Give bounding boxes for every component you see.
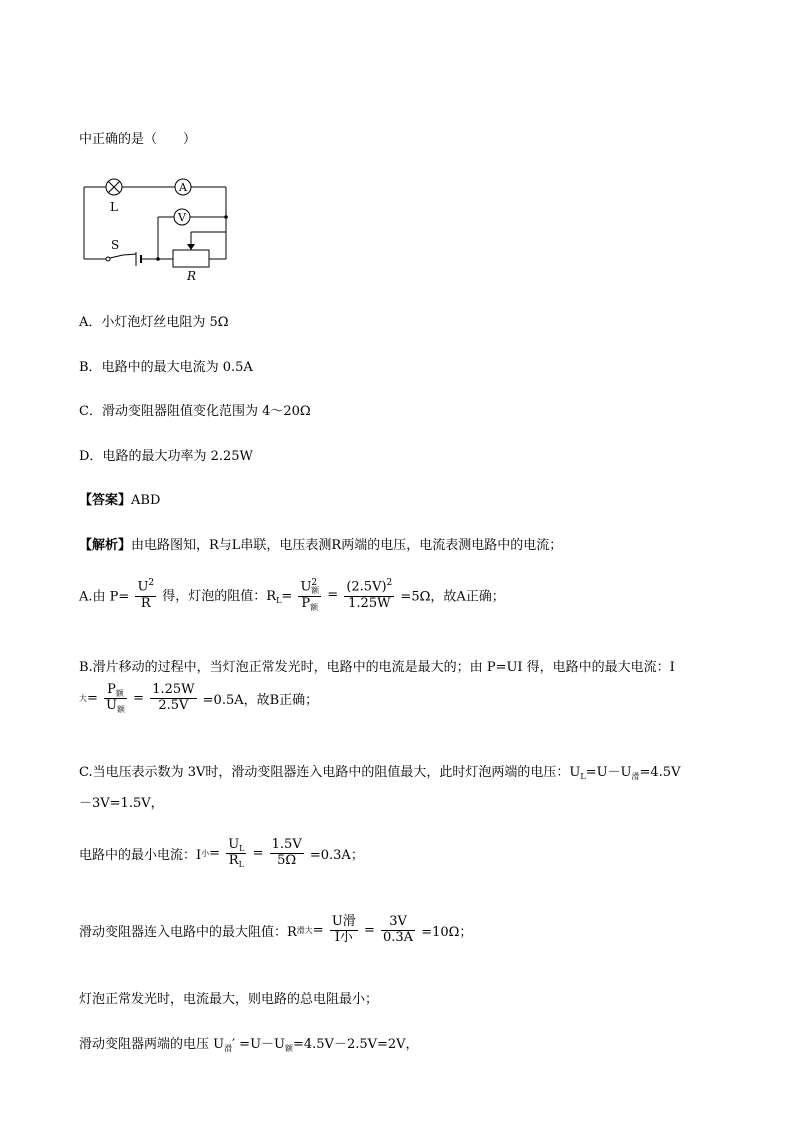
voltmeter-icon (174, 209, 190, 225)
subscript: L (239, 844, 245, 853)
frac-den: R (228, 853, 239, 869)
option-letter: A． (79, 315, 102, 330)
subscript: L (580, 772, 586, 781)
option-text: 滑动变阻器阻值变化范围为 4～20Ω (101, 404, 311, 419)
formula-text: 滑动变阻器两端的电压 U (79, 1037, 225, 1052)
formula-text: =U－U (585, 765, 632, 780)
fraction (298, 578, 321, 612)
question-stem: 中正确的是（ ） (79, 132, 197, 147)
equals: = (133, 691, 145, 707)
frac-num: U (137, 579, 149, 595)
analysis-c-rheostat-voltage (79, 1033, 419, 1054)
formula-text: =4.5V－2.5V=2V， (292, 1037, 419, 1052)
fraction (226, 838, 246, 869)
formula-text: ′ =U－U (232, 1037, 285, 1052)
frac-den: R (140, 595, 151, 611)
fraction (104, 683, 127, 714)
subscript: 滑 (631, 772, 640, 781)
fraction (330, 915, 358, 946)
frac-den: 5Ω (277, 853, 297, 869)
subscript: 额 (117, 705, 126, 715)
formula-text: 电路中的最小电流：I (79, 848, 202, 864)
formula-text: C.当电压表示数为 3V时，滑动变阻器连入电路中的阻值最大，此时灯泡两端的电压：U (79, 765, 581, 780)
option-letter: D． (79, 449, 103, 464)
subscript: 额 (310, 602, 319, 612)
equals: = (87, 691, 98, 707)
frac-den: 0.3A (383, 929, 414, 945)
option-d (79, 445, 253, 464)
answer-value: ABD (131, 493, 161, 508)
subscript: 额 (311, 586, 320, 596)
analysis-c-min-resistance: 灯泡正常发光时，电流最大，则电路的总电阻最小； (79, 992, 379, 1007)
fraction (381, 915, 415, 946)
formula-text: 滑动变阻器连入电路中的最大阻值：R (79, 924, 297, 940)
subscript: 大 (79, 694, 87, 704)
circuit-diagram (78, 170, 243, 285)
frac-num: (2.5V) (346, 579, 387, 595)
frac-num: U (228, 837, 240, 852)
option-text: 小灯泡灯丝电阻为 5Ω (101, 315, 229, 330)
analysis-c-line2: －3V=1.5V， (79, 796, 164, 811)
equals: = (363, 922, 375, 938)
subscript: 额 (115, 689, 124, 698)
option-text: 电路中的最大电流为 0.5A (101, 360, 253, 375)
subscript: 小 (201, 849, 210, 859)
frac-num: U (300, 579, 312, 595)
analysis-tag: 【解析】 (79, 538, 132, 553)
switch-label: S (111, 238, 120, 252)
ammeter-icon (175, 179, 191, 195)
analysis-intro (79, 534, 562, 553)
formula-text: 得，灯泡的阻值：R (162, 588, 277, 604)
subscript: 额 (284, 1044, 293, 1053)
analysis-a (79, 578, 505, 612)
subscript: 滑 (224, 1044, 233, 1053)
equals: = (252, 846, 264, 862)
frac-den: U (106, 698, 118, 714)
frac-num: 1.25W (152, 682, 195, 698)
formula-text: =10Ω； (421, 924, 473, 940)
formula-text: =5Ω，故A正确； (400, 589, 505, 605)
frac-den: 1.25W (348, 595, 391, 611)
analysis-c-line1 (79, 761, 680, 782)
equals: = (209, 846, 221, 862)
analysis-c-min-current (79, 838, 364, 869)
formula-text: A.由 P= (79, 589, 130, 605)
fraction (344, 578, 394, 611)
formula-text: =4.5V (639, 765, 681, 780)
exponent: 2 (386, 578, 393, 589)
analysis-b-line1: B.滑片移动的过程中，当灯泡正常发光时，电路中的电流是最大的；由 P=UI 得，电路中的最大电流：I (79, 660, 675, 675)
exponent: 2 (148, 578, 155, 589)
fraction (135, 578, 156, 611)
option-c (79, 400, 311, 419)
rheostat-label: R (187, 269, 197, 283)
frac-den: 2.5V (158, 698, 189, 714)
option-b (79, 356, 253, 375)
answer-tag: 【答案】 (79, 493, 132, 508)
lamp-icon (106, 179, 122, 195)
frac-den: P (301, 595, 311, 611)
lamp-label: L (110, 200, 118, 214)
switch-icon (106, 255, 123, 261)
option-letter: B． (79, 360, 102, 375)
answer-line (79, 489, 160, 508)
exponent: 2 (311, 578, 318, 588)
battery-icon (136, 252, 141, 266)
option-a (79, 311, 229, 330)
subscript: L (276, 595, 282, 605)
frac-num: 3V (381, 915, 415, 931)
formula-text: =0.3A； (309, 848, 364, 864)
subscript: 滑大 (296, 925, 313, 935)
fraction (150, 683, 196, 714)
analysis-c-max-resistance (79, 915, 472, 946)
frac-den: I小 (334, 929, 353, 945)
frac-num: 1.5V (271, 837, 302, 853)
option-text: 电路的最大功率为 2.25W (102, 449, 253, 464)
analysis-intro-text: 由电路图知，R与L串联，电压表测R两端的电压，电流表测电路中的电流； (131, 538, 563, 553)
equals: = (312, 922, 324, 938)
voltmeter-label: V (178, 211, 186, 224)
subscript: L (238, 860, 244, 870)
frac-num: P (107, 682, 116, 697)
frac-num: U滑 (331, 914, 356, 929)
formula-text: =0.5A，故B正确； (202, 693, 319, 709)
analysis-b-line2 (79, 683, 318, 714)
option-letter: C． (79, 404, 102, 419)
fraction (270, 838, 304, 869)
equals: = (327, 587, 339, 603)
rheostat-icon (173, 244, 209, 267)
ammeter-label: A (179, 181, 187, 194)
equals: = (281, 588, 293, 604)
